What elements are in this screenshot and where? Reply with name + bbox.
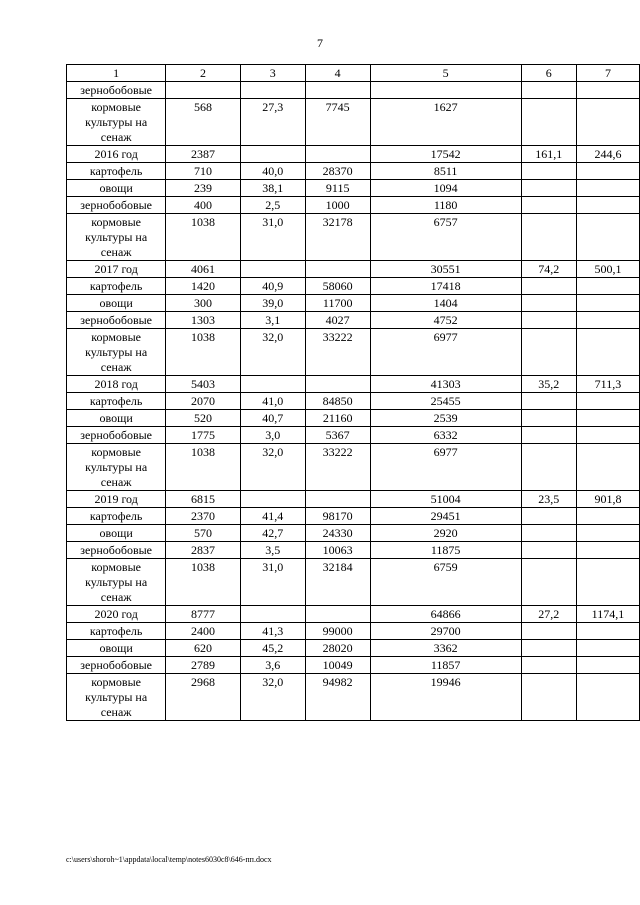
table-cell <box>240 261 305 278</box>
table-cell <box>521 542 576 559</box>
table-cell: 11700 <box>305 295 370 312</box>
table-cell: 3,1 <box>240 312 305 329</box>
table-row <box>67 444 640 491</box>
column-header: 7 <box>576 65 639 82</box>
table-cell: 41303 <box>370 376 521 393</box>
table-cell: 2070 <box>166 393 241 410</box>
table-cell: 10063 <box>305 542 370 559</box>
column-header: 6 <box>521 65 576 82</box>
table-cell: кормовые культуры на сенаж <box>67 329 166 376</box>
table-cell: 32,0 <box>240 674 305 721</box>
table-cell <box>576 657 639 674</box>
table-cell: 2920 <box>370 525 521 542</box>
table-cell <box>521 525 576 542</box>
table-row <box>67 393 640 410</box>
table-row <box>67 491 640 508</box>
table-cell: 35,2 <box>521 376 576 393</box>
table-cell: 300 <box>166 295 241 312</box>
table-cell: 2018 год <box>67 376 166 393</box>
table-cell <box>240 606 305 623</box>
table-cell: 2,5 <box>240 197 305 214</box>
table-row <box>67 99 640 146</box>
table-cell <box>521 214 576 261</box>
table-cell: 17418 <box>370 278 521 295</box>
table-cell: 620 <box>166 640 241 657</box>
table-cell: 5367 <box>305 427 370 444</box>
table-cell: 51004 <box>370 491 521 508</box>
table-cell: 58060 <box>305 278 370 295</box>
page-number: 7 <box>317 36 323 50</box>
table-cell: 500,1 <box>576 261 639 278</box>
table-cell: 2016 год <box>67 146 166 163</box>
table-cell: овощи <box>67 525 166 542</box>
table-cell: 710 <box>166 163 241 180</box>
table-cell <box>521 82 576 99</box>
table-cell: 2837 <box>166 542 241 559</box>
table-cell <box>521 180 576 197</box>
table-cell: 7745 <box>305 99 370 146</box>
table-cell <box>521 623 576 640</box>
table-body <box>67 65 640 721</box>
table-cell <box>576 674 639 721</box>
table-cell <box>576 278 639 295</box>
table-cell <box>521 559 576 606</box>
table-cell: 32184 <box>305 559 370 606</box>
table-cell: 24330 <box>305 525 370 542</box>
table-cell: 239 <box>166 180 241 197</box>
table-cell: овощи <box>67 295 166 312</box>
table-cell: 11857 <box>370 657 521 674</box>
table-row <box>67 312 640 329</box>
table-cell <box>240 491 305 508</box>
table-cell: 84850 <box>305 393 370 410</box>
table-cell: 27,3 <box>240 99 305 146</box>
table-cell: 1420 <box>166 278 241 295</box>
table-cell: 1038 <box>166 559 241 606</box>
table-row <box>67 146 640 163</box>
table-row <box>67 376 640 393</box>
table-row <box>67 410 640 427</box>
column-header: 3 <box>240 65 305 82</box>
table-cell <box>576 180 639 197</box>
table-cell: 8511 <box>370 163 521 180</box>
table-cell <box>521 640 576 657</box>
table-cell: 10049 <box>305 657 370 674</box>
table-cell: кормовые культуры на сенаж <box>67 214 166 261</box>
table-row <box>67 82 640 99</box>
column-header: 2 <box>166 65 241 82</box>
table-cell <box>576 163 639 180</box>
table-row <box>67 261 640 278</box>
table-cell <box>521 657 576 674</box>
table-cell: 6815 <box>166 491 241 508</box>
table-cell: 6757 <box>370 214 521 261</box>
table-cell <box>521 278 576 295</box>
table-cell: 40,9 <box>240 278 305 295</box>
table-cell: зернобобовые <box>67 657 166 674</box>
table-cell <box>305 261 370 278</box>
table-cell: овощи <box>67 410 166 427</box>
table-cell <box>521 410 576 427</box>
table-cell: 161,1 <box>521 146 576 163</box>
table-cell <box>576 197 639 214</box>
table-row <box>67 180 640 197</box>
table-cell: 31,0 <box>240 559 305 606</box>
table-cell: 40,7 <box>240 410 305 427</box>
table-cell: 2539 <box>370 410 521 427</box>
table-row <box>67 427 640 444</box>
table-cell: 25455 <box>370 393 521 410</box>
table-cell: 5403 <box>166 376 241 393</box>
table-cell: 45,2 <box>240 640 305 657</box>
table-cell: 30551 <box>370 261 521 278</box>
table-cell: 6977 <box>370 329 521 376</box>
table-cell: 6759 <box>370 559 521 606</box>
table-cell: 244,6 <box>576 146 639 163</box>
table-row <box>67 542 640 559</box>
table-cell: 2400 <box>166 623 241 640</box>
table-cell: кормовые культуры на сенаж <box>67 99 166 146</box>
table-cell <box>166 82 241 99</box>
table-cell: 1038 <box>166 214 241 261</box>
table-cell <box>576 393 639 410</box>
table-cell: 1174,1 <box>576 606 639 623</box>
table-cell: 400 <box>166 197 241 214</box>
table-cell <box>305 376 370 393</box>
table-cell: 1303 <box>166 312 241 329</box>
table-cell: 2387 <box>166 146 241 163</box>
table-cell: овощи <box>67 640 166 657</box>
table-cell: 23,5 <box>521 491 576 508</box>
table-cell: овощи <box>67 180 166 197</box>
table-cell <box>305 606 370 623</box>
table-cell: кормовые культуры на сенаж <box>67 674 166 721</box>
table-cell: 28370 <box>305 163 370 180</box>
table-cell <box>305 491 370 508</box>
table-cell: 1180 <box>370 197 521 214</box>
table-cell: 41,0 <box>240 393 305 410</box>
table-cell: картофель <box>67 623 166 640</box>
table-row <box>67 559 640 606</box>
table-row <box>67 640 640 657</box>
table-cell: 1000 <box>305 197 370 214</box>
table-row <box>67 508 640 525</box>
table-cell <box>576 559 639 606</box>
table-cell: 4752 <box>370 312 521 329</box>
table-cell: 6332 <box>370 427 521 444</box>
table-cell: 38,1 <box>240 180 305 197</box>
table-cell <box>576 427 639 444</box>
table-cell <box>521 99 576 146</box>
table-cell: 3,5 <box>240 542 305 559</box>
table-cell <box>576 444 639 491</box>
table-cell <box>521 393 576 410</box>
table-row <box>67 623 640 640</box>
table-cell: 40,0 <box>240 163 305 180</box>
table-row <box>67 525 640 542</box>
table-cell: 3,6 <box>240 657 305 674</box>
table-cell: 2370 <box>166 508 241 525</box>
table-cell: 17542 <box>370 146 521 163</box>
table-cell: 8777 <box>166 606 241 623</box>
table-cell: 9115 <box>305 180 370 197</box>
table-cell <box>370 82 521 99</box>
table-cell: 2789 <box>166 657 241 674</box>
table-cell: 6977 <box>370 444 521 491</box>
table-cell <box>576 312 639 329</box>
table-row <box>67 657 640 674</box>
table-cell <box>521 674 576 721</box>
table-cell: 41,3 <box>240 623 305 640</box>
table-cell <box>576 542 639 559</box>
table-cell: 19946 <box>370 674 521 721</box>
table-cell: 32,0 <box>240 329 305 376</box>
table-cell <box>576 329 639 376</box>
table-cell: 2020 год <box>67 606 166 623</box>
table-cell: 33222 <box>305 444 370 491</box>
table-cell: 74,2 <box>521 261 576 278</box>
table-cell: 99000 <box>305 623 370 640</box>
table-cell <box>576 640 639 657</box>
table-cell: 31,0 <box>240 214 305 261</box>
table-cell <box>576 410 639 427</box>
table-cell: кормовые культуры на сенаж <box>67 444 166 491</box>
table-cell: зернобобовые <box>67 427 166 444</box>
table-cell: 21160 <box>305 410 370 427</box>
table-header-row <box>67 65 640 82</box>
table-cell: 1627 <box>370 99 521 146</box>
table-cell: 1038 <box>166 329 241 376</box>
table-cell: 2019 год <box>67 491 166 508</box>
table-cell <box>521 508 576 525</box>
table-cell <box>576 623 639 640</box>
table-cell: зернобобовые <box>67 82 166 99</box>
table-cell <box>240 82 305 99</box>
table-cell: 520 <box>166 410 241 427</box>
table-cell: 32,0 <box>240 444 305 491</box>
table-cell: картофель <box>67 393 166 410</box>
table-cell: картофель <box>67 278 166 295</box>
table-cell: 28020 <box>305 640 370 657</box>
table-cell <box>240 146 305 163</box>
table-cell: 2017 год <box>67 261 166 278</box>
table-cell <box>521 444 576 491</box>
table-cell: 1404 <box>370 295 521 312</box>
table-cell <box>305 146 370 163</box>
table-cell <box>576 508 639 525</box>
table-cell <box>521 312 576 329</box>
table-row <box>67 606 640 623</box>
table-row <box>67 329 640 376</box>
table-cell: 94982 <box>305 674 370 721</box>
table-cell: 2968 <box>166 674 241 721</box>
column-header: 4 <box>305 65 370 82</box>
table-row <box>67 163 640 180</box>
table-cell <box>521 197 576 214</box>
table-cell: 568 <box>166 99 241 146</box>
data-table <box>66 64 640 721</box>
table-cell: 3,0 <box>240 427 305 444</box>
table-cell <box>521 329 576 376</box>
table-cell: 711,3 <box>576 376 639 393</box>
table-row <box>67 197 640 214</box>
table-cell: картофель <box>67 508 166 525</box>
table-cell <box>576 214 639 261</box>
table-cell <box>576 295 639 312</box>
table-cell: 11875 <box>370 542 521 559</box>
table-row <box>67 278 640 295</box>
table-cell: 1775 <box>166 427 241 444</box>
column-header: 1 <box>67 65 166 82</box>
table-cell: зернобобовые <box>67 312 166 329</box>
table-cell <box>521 295 576 312</box>
table-cell: 41,4 <box>240 508 305 525</box>
table-cell <box>576 99 639 146</box>
table-cell: зернобобовые <box>67 542 166 559</box>
column-header: 5 <box>370 65 521 82</box>
footer-file-path: c:\users\shoroh~1\appdata\local\temp\notes6030c8\646-пп.docx <box>66 855 272 864</box>
table-cell: зернобобовые <box>67 197 166 214</box>
table-cell: 29451 <box>370 508 521 525</box>
table-row <box>67 295 640 312</box>
table-cell: кормовые культуры на сенаж <box>67 559 166 606</box>
table-cell: 4061 <box>166 261 241 278</box>
table-row <box>67 214 640 261</box>
table-cell <box>240 376 305 393</box>
table-cell: 901,8 <box>576 491 639 508</box>
table-cell: 39,0 <box>240 295 305 312</box>
table-row <box>67 674 640 721</box>
table-cell: 27,2 <box>521 606 576 623</box>
table-cell <box>521 163 576 180</box>
table-cell: 33222 <box>305 329 370 376</box>
table-cell: 1094 <box>370 180 521 197</box>
table-cell: 1038 <box>166 444 241 491</box>
table-cell <box>576 82 639 99</box>
table-cell: 98170 <box>305 508 370 525</box>
table-cell: 29700 <box>370 623 521 640</box>
table-cell: 42,7 <box>240 525 305 542</box>
table-cell: 32178 <box>305 214 370 261</box>
table-cell: картофель <box>67 163 166 180</box>
table-cell: 4027 <box>305 312 370 329</box>
table-cell: 64866 <box>370 606 521 623</box>
table-cell <box>305 82 370 99</box>
table-cell <box>521 427 576 444</box>
table-cell: 570 <box>166 525 241 542</box>
table-cell: 3362 <box>370 640 521 657</box>
table-cell <box>576 525 639 542</box>
